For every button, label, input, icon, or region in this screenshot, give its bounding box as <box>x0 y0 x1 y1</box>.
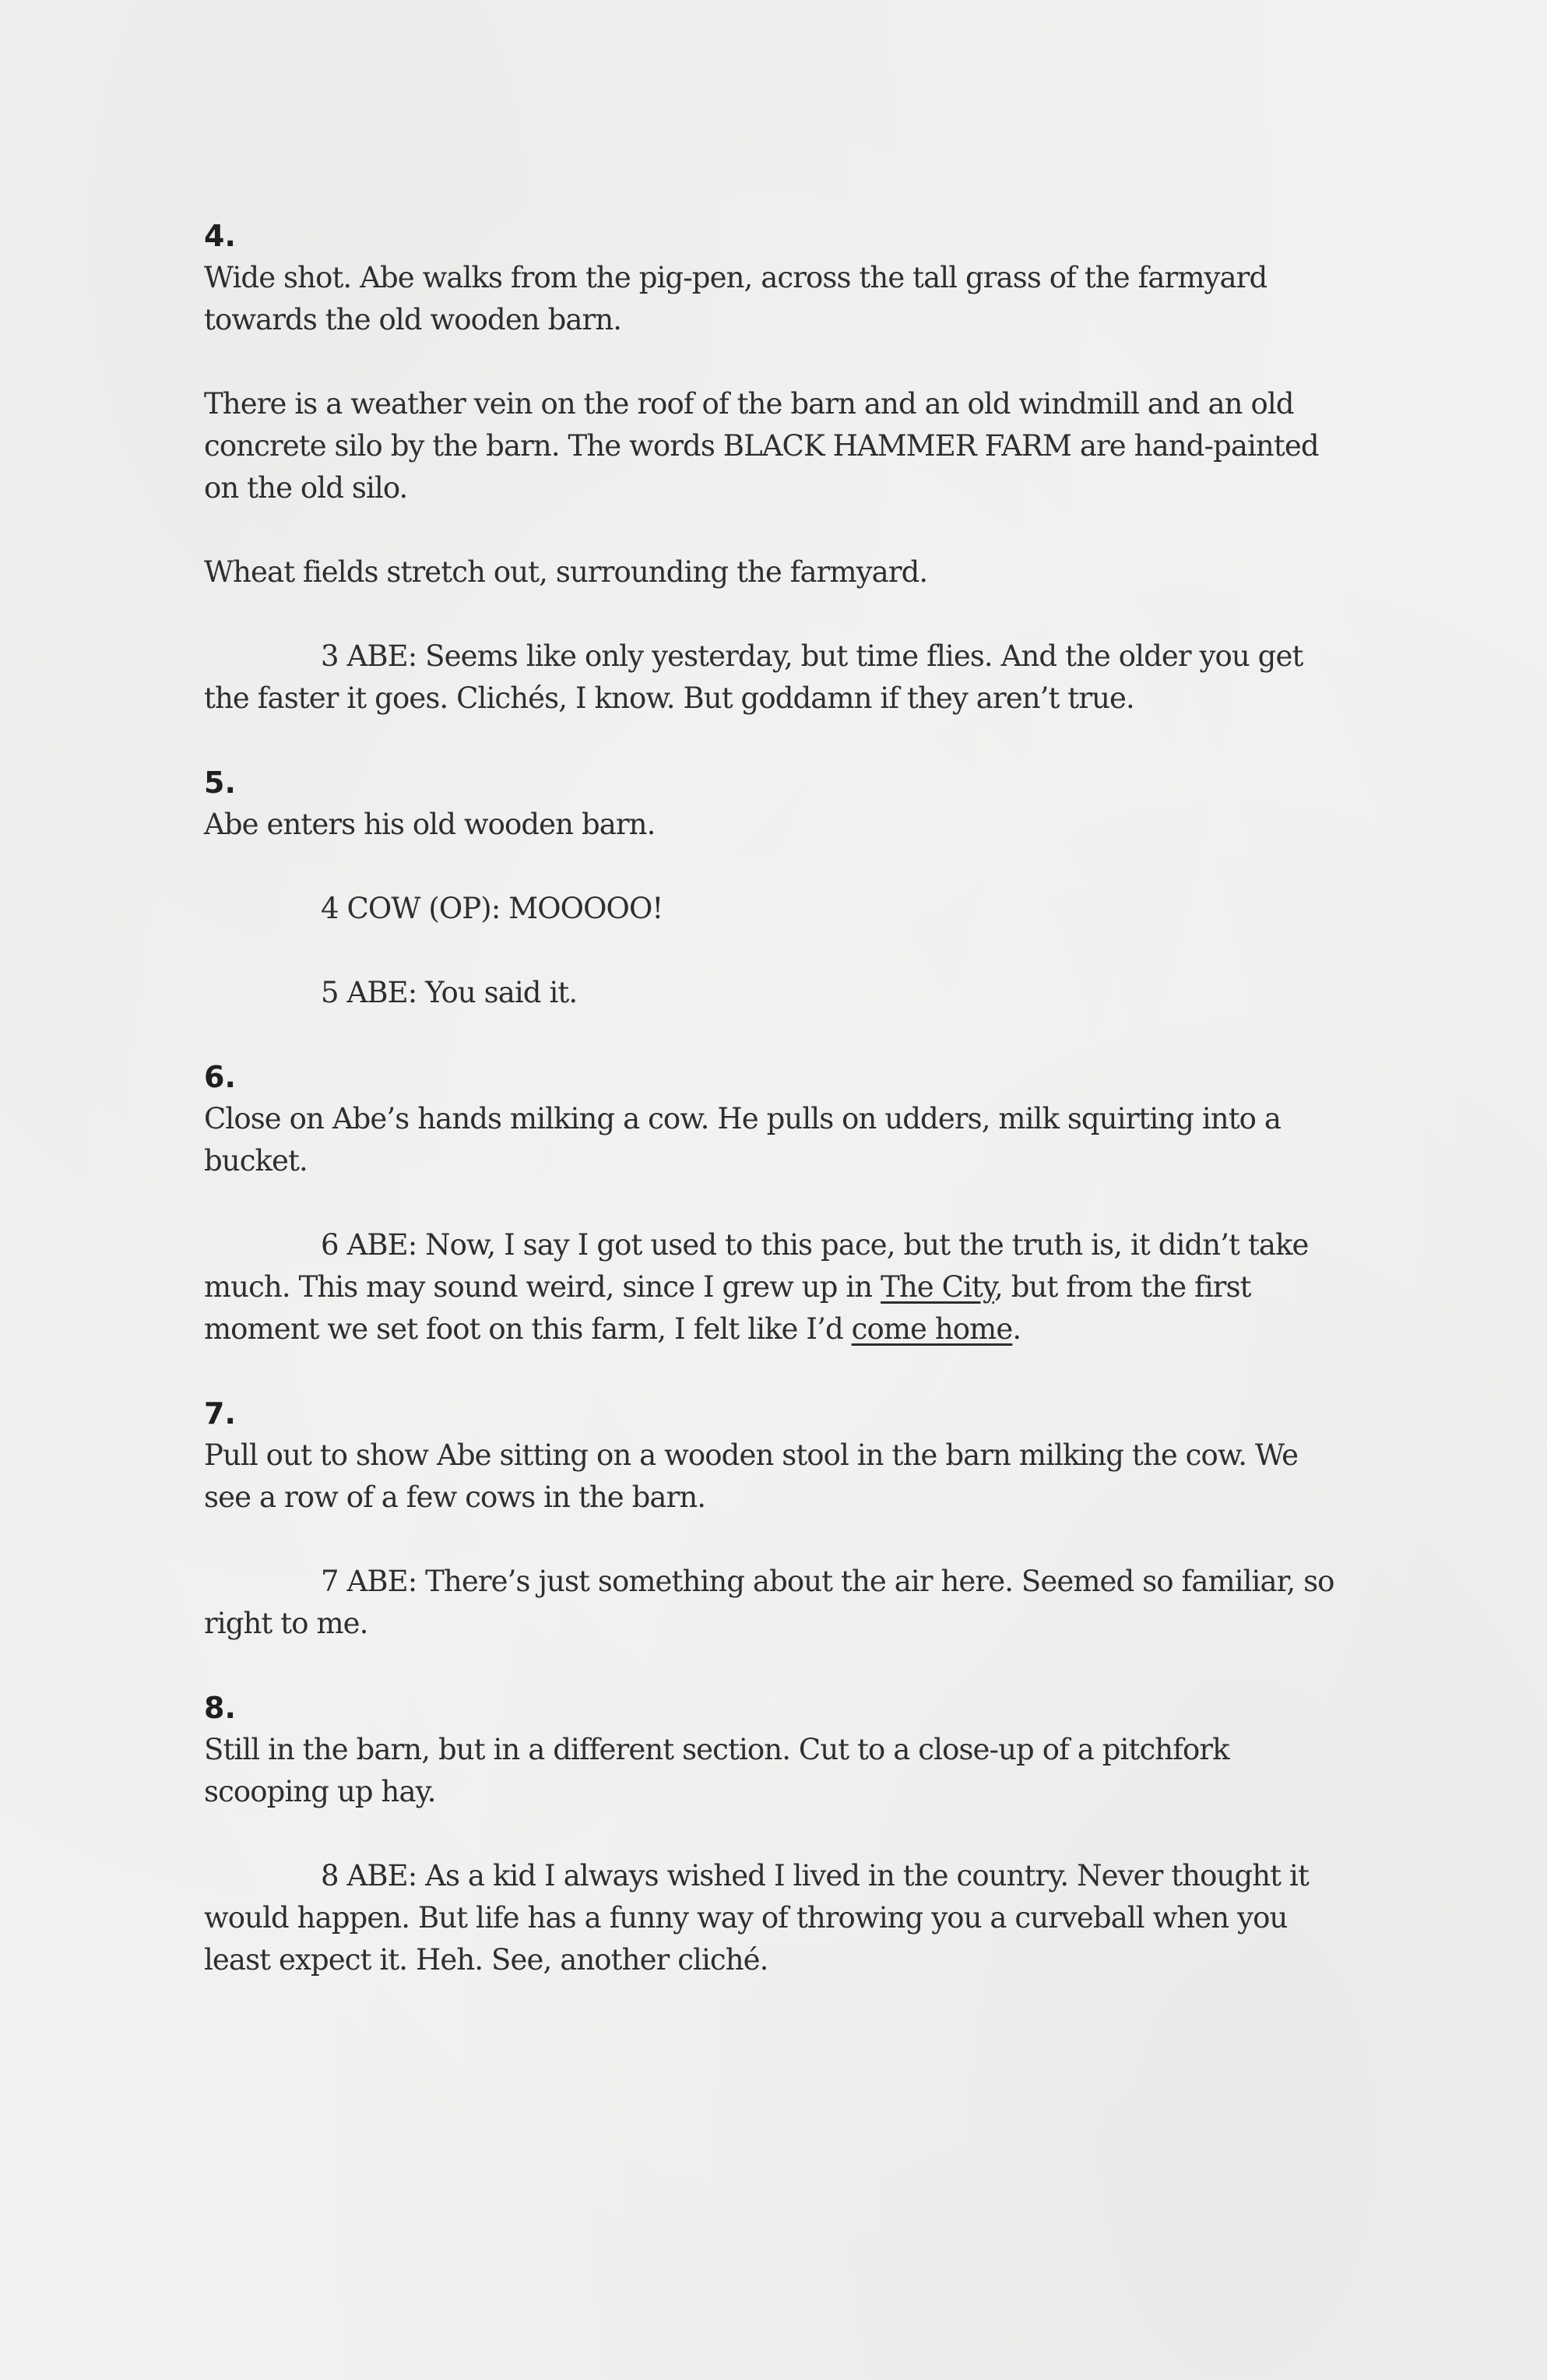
panel-description: Wide shot. Abe walks from the pig-pen, across the tall grass of the farmyard towards the old wooden barn. <box>204 261 1267 336</box>
panel-4 <box>204 215 1348 720</box>
panel-description: Close on Abe’s hands milking a cow. He pulls on udders, milk squirting into a bucket. <box>204 1102 1282 1178</box>
panel-number: 5. <box>204 766 236 800</box>
dialogue-line: 7 ABE: There’s just something about the air here. Seemed so familiar, so right to me. <box>204 1565 1334 1640</box>
panel-description: Still in the barn, but in a different section. Cut to a close-up of a pitchfork scooping up hay. <box>204 1733 1229 1808</box>
script-page <box>204 215 1348 2023</box>
underlined-phrase: come home <box>851 1312 1013 1346</box>
panel-number: 7. <box>204 1396 236 1431</box>
panel-8 <box>204 1687 1348 1981</box>
underlined-phrase: The City <box>881 1270 995 1304</box>
panel-number: 4. <box>204 219 236 253</box>
panel-7 <box>204 1392 1348 1645</box>
panel-note: Wheat fields stretch out, surrounding the farmyard. <box>204 555 928 589</box>
panel-5 <box>204 762 1348 1014</box>
dialogue-text: , but from the first moment we set foot on this farm, I felt like I’d <box>204 1270 1251 1346</box>
panel-number: 8. <box>204 1691 236 1725</box>
dialogue-text: . <box>1012 1312 1021 1346</box>
dialogue-text: 6 ABE: Now, I say I got used to this pace, but the truth is, it didn’t take much. This may sound weird, since I grew up in <box>204 1228 1309 1304</box>
panel-number: 6. <box>204 1060 236 1094</box>
panel-description: Abe enters his old wooden barn. <box>204 808 656 841</box>
dialogue-line: 4 COW (OP): MOOOOO! <box>321 892 663 925</box>
panel-note: There is a weather vein on the roof of the barn and an old windmill and an old concrete silo by the barn. The words BLACK HAMMER FARM are hand-painted on the old silo. <box>204 387 1319 505</box>
dialogue-line: 3 ABE: Seems like only yesterday, but time flies. And the older you get the faster it goes. Clichés, I know. But goddamn if they aren’t true. <box>204 639 1303 715</box>
dialogue-line <box>204 1224 1348 1350</box>
dialogue-line: 8 ABE: As a kid I always wished I lived in the country. Never thought it would happen. But life has a funny way of throwing you a curveball when you least expect it. Heh. See, another cliché. <box>204 1859 1309 1977</box>
dialogue-line: 5 ABE: You said it. <box>321 976 578 1009</box>
panel-6 <box>204 1056 1348 1350</box>
panel-description: Pull out to show Abe sitting on a wooden stool in the barn milking the cow. We see a row of a few cows in the barn. <box>204 1438 1299 1514</box>
